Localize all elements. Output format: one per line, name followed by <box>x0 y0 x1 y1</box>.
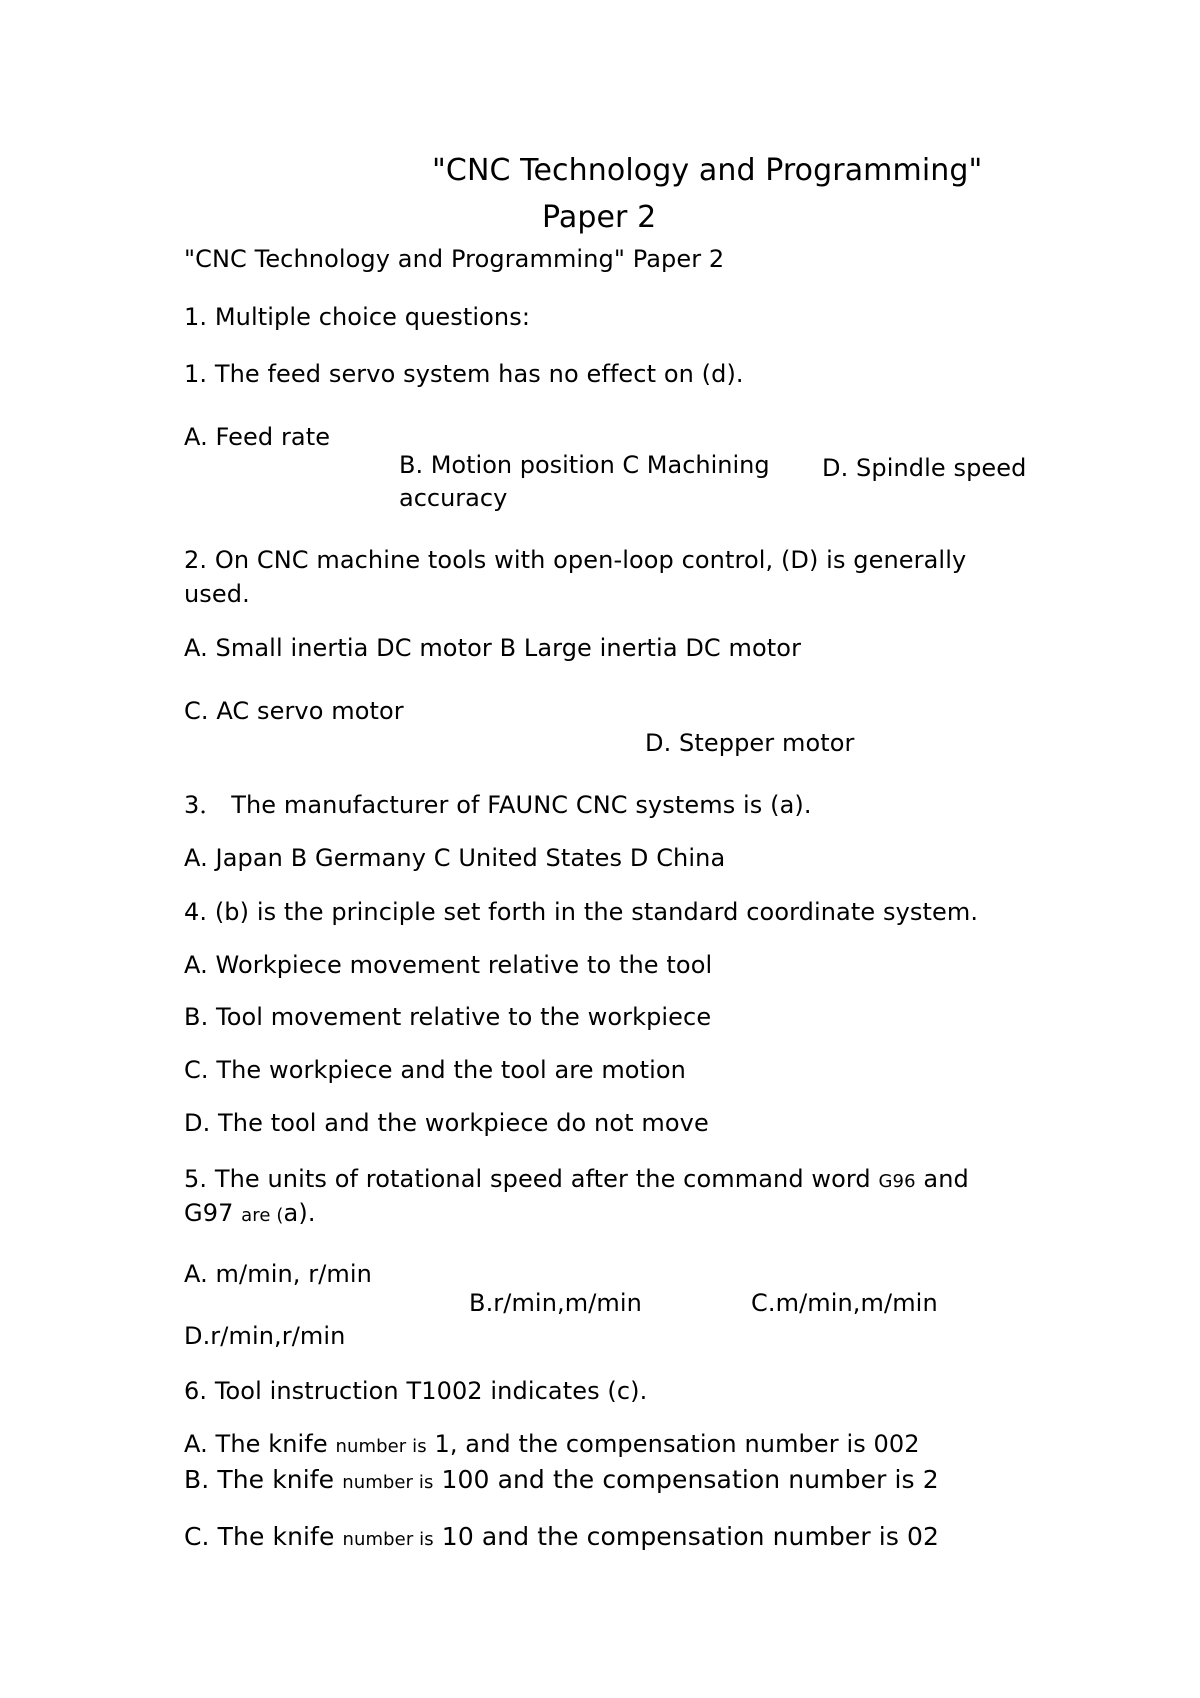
question-4-stem: 4. (b) is the principle set forth in the standard coordinate system. <box>184 898 979 926</box>
question-2-option-d: D. Stepper motor <box>645 729 855 757</box>
question-6-stem: 6. Tool instruction T1002 indicates (c). <box>184 1377 648 1405</box>
question-2-option-c: C. AC servo motor <box>184 697 404 725</box>
question-5-stem-paren: ( <box>270 1205 284 1226</box>
question-5-stem-answer: a). <box>283 1199 316 1227</box>
question-6-option-b-text-1: B. The knife <box>184 1465 343 1494</box>
document-title-line1: "CNC Technology and Programming" <box>432 153 983 188</box>
question-5-stem-g97: G97 <box>184 1199 242 1227</box>
document-title-line2: Paper 2 <box>542 200 657 235</box>
question-5-stem-text-c: and <box>915 1165 969 1193</box>
question-6-option-c <box>184 1523 939 1554</box>
question-2-stem-line1: 2. On CNC machine tools with open-loop control, (D) is generally <box>184 546 967 574</box>
question-6-option-b <box>184 1466 939 1497</box>
question-5-stem-line2 <box>184 1199 316 1230</box>
question-3-options: A. Japan B Germany C United States D China <box>184 844 726 872</box>
question-1-option-bc: B. Motion position C Machining accuracy <box>399 451 770 512</box>
question-2-option-ab: A. Small inertia DC motor B Large inertia DC motor <box>184 634 802 662</box>
question-4-option-b: B. Tool movement relative to the workpiece <box>184 1003 712 1031</box>
question-5-option-d: D.r/min,r/min <box>184 1322 346 1350</box>
question-4-option-d: D. The tool and the workpiece do not move <box>184 1109 709 1137</box>
question-5-option-a: A. m/min, r/min <box>184 1260 372 1288</box>
document-subtitle: "CNC Technology and Programming" Paper 2 <box>184 245 725 273</box>
question-5-stem-text-a: 5. The units of rotational speed after the command word <box>184 1165 879 1193</box>
question-1-option-d: D. Spindle speed <box>822 454 1027 482</box>
question-6-option-c-text-1: C. The knife <box>184 1522 343 1551</box>
question-6-option-a <box>184 1430 920 1461</box>
question-3-stem: 3． The manufacturer of FAUNC CNC systems is (a). <box>184 791 812 819</box>
question-6-option-a-text-2: number is <box>335 1436 427 1457</box>
question-6-option-c-text-2: number is <box>342 1529 434 1550</box>
question-5-stem-are: are <box>241 1205 271 1226</box>
question-4-option-c: C. The workpiece and the tool are motion <box>184 1056 686 1084</box>
question-5-option-b: B.r/min,m/min <box>469 1289 642 1317</box>
question-1-option-a: A. Feed rate <box>184 423 331 451</box>
question-6-option-a-text-3: 1, and the compensation number is 002 <box>426 1430 920 1458</box>
question-6-option-b-text-2: number is <box>342 1472 434 1493</box>
question-1-stem: 1. The feed servo system has no effect on (d). <box>184 360 744 388</box>
question-6-option-c-text-3: 10 and the compensation number is 02 <box>433 1522 940 1551</box>
question-4-option-a: A. Workpiece movement relative to the tool <box>184 951 713 979</box>
question-5-stem-line1 <box>184 1165 969 1196</box>
question-5-option-c: C.m/min,m/min <box>751 1289 938 1317</box>
question-5-stem-g96: G96 <box>878 1171 916 1192</box>
question-6-option-b-text-3: 100 and the compensation number is 2 <box>433 1465 939 1494</box>
question-2-stem-line2: used. <box>184 580 250 608</box>
section-heading: 1. Multiple choice questions: <box>184 303 531 331</box>
question-6-option-a-text-1: A. The knife <box>184 1430 336 1458</box>
